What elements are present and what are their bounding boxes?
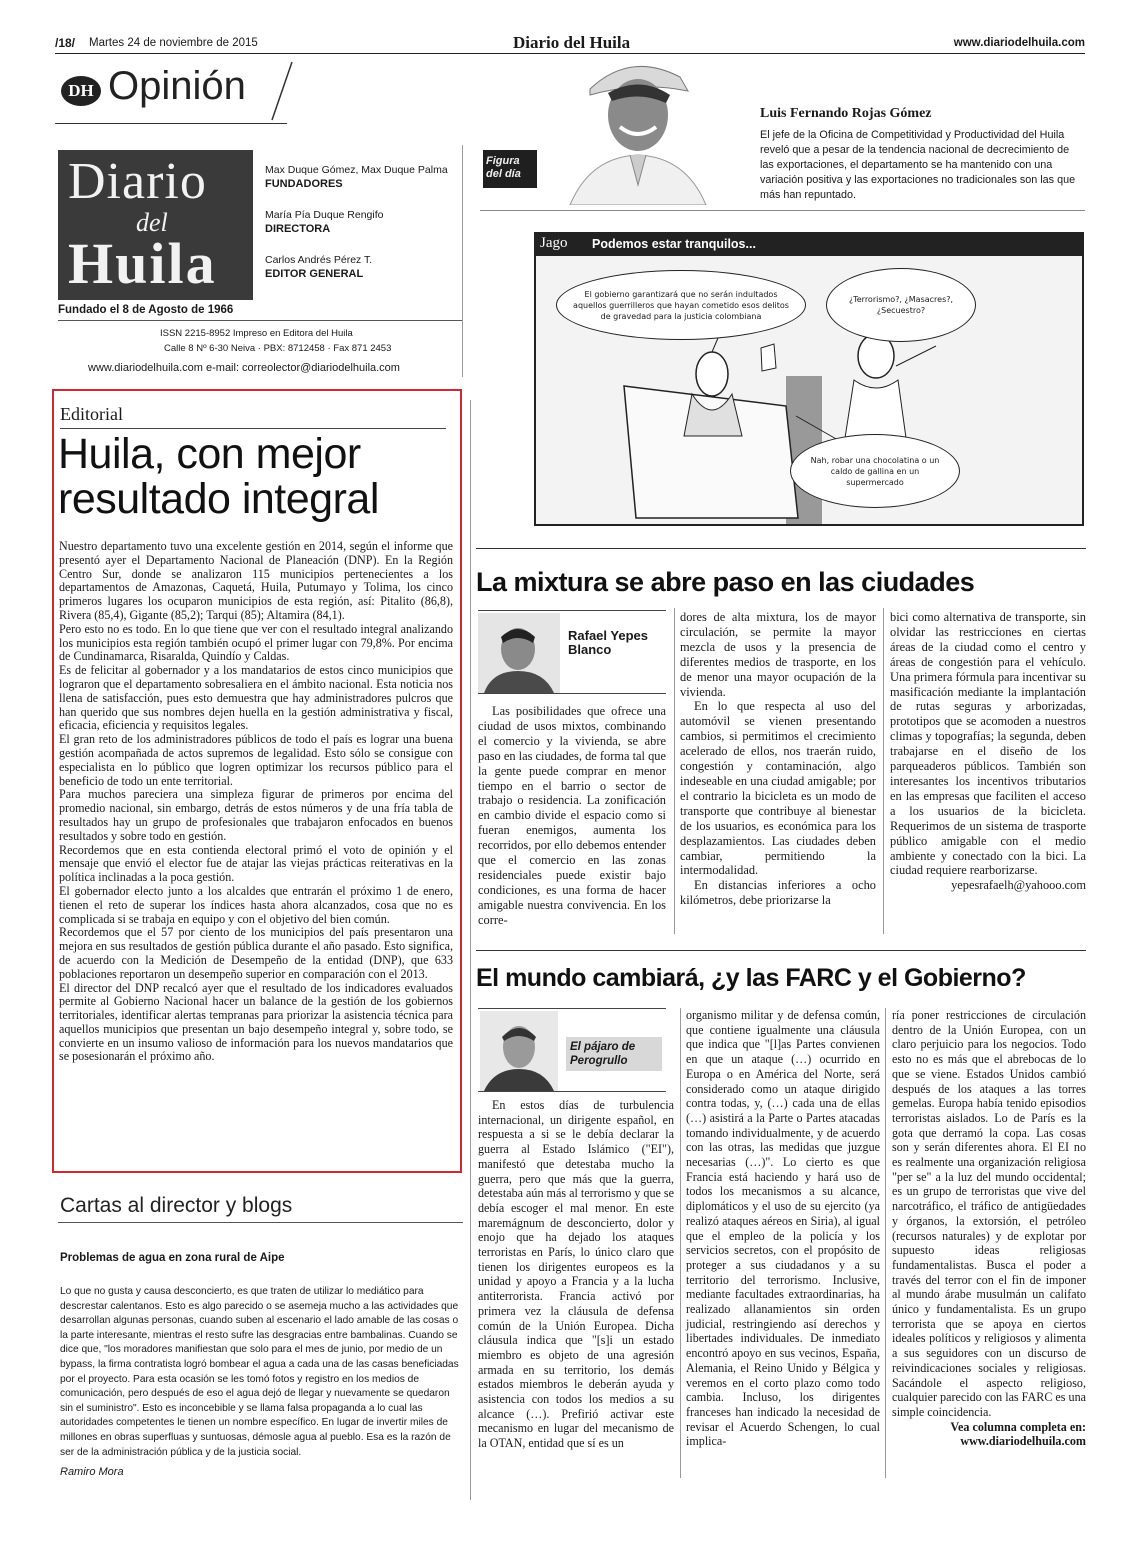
column2-paragraph: organismo militar y de defensa común, que contiene igualmente una cláusula que indica que "[l]as Partes convienen en que un ataque (…) ocurrido en Europa o en América del Norte, será considerado como un ataque dirigido contra todas, y, (…) cada una de ellas (…) asistirá a la Parte o Partes atacadas tomando individualmente, y de acuerdo con las otras, las medidas que juzgue necesarias (…)". Lo cierto es que Francia está haciendo y hará uso de todos los mecanismos a su alcance, diplomáticos y el uso de su ejercito (ya realizó ataques aéreos en Siria), al igual que el empleo de la policía y los servicios secretos, con el propósito de proteger a sus ciudadanos y a su territorio del terrorismo. Inclusive, mediante facultades extraordinarias, ha realizado allanamientos sin orden judicial, restringiendo así derechos y libertades individuales. De inmediato encontró apoyo en sus vecinos, España, Alemania, el Reino Unido y Bélgica y veremos en el corto plazo como todo cambia. Incluso, los dirigentes franceses han indicado la necesidad de revisar el Acuerdo Schengen, lo cual implica- (686, 1008, 880, 1449)
column1-author: Rafael Yepes Blanco (568, 628, 648, 657)
column2-more-link[interactable]: www.diariodelhuila.com (960, 1434, 1086, 1449)
column1-text-b (680, 610, 876, 908)
staff-role: DIRECTORA (265, 223, 331, 235)
editorial-paragraph: El gran reto de los administradores públicos de todo el país es lograr una buena gestión acompañada de actos supremos de legalidad. Esto sólo se consigue con especialista en lo público que logren optimizar los recursos público para el beneficio de todo un ente territorial. (59, 732, 453, 788)
staff-role: FUNDADORES (265, 178, 343, 190)
staff-names: María Pía Duque Rengifo (265, 209, 384, 221)
masthead-line3: Huila (68, 231, 217, 296)
editorial-paragraph: Recordemos que el 57 por ciento de los municipios del país presentaron una mejora en sus resultados de gestión pública durante el año pasado. Esto significa, de acuerdo con la Medición de Desempeño de la entidad (DNP), que 633 poblaciones reportaron un desempeño superior en comparación con el 2013. (59, 925, 453, 981)
staff-role: EDITOR GENERAL (265, 268, 364, 280)
website-link[interactable]: www.diariodelhuila.com (953, 37, 1085, 49)
cartas-divider (58, 1222, 463, 1223)
slash-decoration-icon (270, 60, 294, 122)
page-number: /18/ (55, 36, 76, 50)
masthead-logo (58, 150, 253, 300)
figura-divider (480, 210, 1085, 211)
page-column-divider (470, 400, 471, 1500)
carta-headline: Problemas de agua en zona rural de Aipe (60, 1252, 285, 1264)
column2-more-label: Vea columna completa en: (950, 1419, 1086, 1434)
column2-text-b (686, 1008, 880, 1449)
editorial-paragraph: Nuestro departamento tuvo una excelente gestión en 2014, según el informe que presentó ayer el Departamento Nacional de Planeación (DNP). En la Región Centro Sur, donde se analizaron 115 municipios pertenecientes a los departamentos de Amazonas, Caquetá, Huila, Putumayo y Tolima, los cinco primeros lugares los ocuparon municipios de esta región, así: Pitalito (86,8), Rivera (85,4), Gigante (85,2); Tarqui (85); Altamira (84,1). (59, 539, 453, 622)
founded-date: Fundado el 8 de Agosto de 1966 (58, 304, 234, 316)
editorial-paragraph: Es de felicitar al gobernador y a los mandatarios de estos cinco municipios que lograron que el departamento sobresaliera en el ámbito nacional. Esta noticia nos llena de satisfacción, pues esto demuestra que hay administradores pulcros que han querido que sus nombres dejen huella en la gestión administrativa y fiscal, eficacia, eficiencia y requisitos legales. (59, 663, 453, 733)
column2-text-c (892, 1008, 1086, 1449)
address-line: Calle 8 Nº 6-30 Neiva · PBX: 8712458 · Fax 871 2453 (164, 343, 392, 354)
editorial-paragraph: Pero esto no es todo. En lo que tiene que ver con el resultado integral analizando los municipios esta región también ocupó el primer lugar con 79,8%. Por encima de Cundinamarca, Risaralda, Quindío y Caldas. (59, 621, 453, 664)
section-title: Opinión (108, 64, 246, 108)
paper-name: Diario del Huila (513, 33, 631, 52)
figura-text: El jefe de la Oficina de Competitividad y Productividad del Huila reveló que a pesar de la tendencia nacional de decrecimiento de las exportaciones, el departamento se ha mantenido con una variación positiva y las exportaciones no tradicionales son las que más han repuntado. (760, 129, 1076, 201)
staff-names: Carlos Andrés Pérez T. (265, 254, 373, 266)
column1-author-box (478, 610, 666, 694)
column1-paragraph: Las posibilidades que ofrece una ciudad de usos mixtos, combinando el comercio y la vivienda, se abre paso en las ciudades, de forma tal que la gente puede comprar en menor tiempo en el barrio o sector de trabajo o residencia. La zonificación en cambio divide el espacio como si fueran enemigos, aumenta los recorridos, por ello debemos entender que el comercio en las zonas residenciales puede existir bajo condiciones, es una forma de hacer amigable nuestra convivencia. En los corre- (478, 704, 666, 927)
section-divider (55, 123, 287, 124)
column1-paragraph: En lo que respecta al uso del automóvil se vienen presentando cambios, si permitimos el crecimiento acelerado de ellos, nos traerán ruido, congestión y contaminación, algo indeseable en una ciudad amigable; por el contrario la bicicleta es un modo de transporte que contribuye al bienestar de los usuarios, es económica para los desplazamientos. Las ciudades deben cambiar, permitiendo la intermodalidad. (680, 699, 876, 878)
column1-text-c (890, 610, 1086, 893)
column2-text-a (478, 1098, 674, 1451)
column2-top-divider (476, 950, 1086, 951)
cartoon-author: Jago (540, 235, 568, 251)
column-divider (462, 145, 463, 377)
column-divider (883, 608, 884, 934)
column2-title: El mundo cambiará, ¿y las FARC y el Gobierno? (476, 964, 1026, 992)
cartoon-header (536, 234, 1082, 256)
staff-editor (265, 253, 372, 281)
editorial-paragraph: El gobernador electo junto a los alcaldes que entrarán el próximo 1 de enero, tienen el reto de superar los índices hasta ahora alcanzados, cosa que no es complicada si se trabaja en equipo y con el objetivo del bien común. (59, 883, 453, 926)
author-portrait-icon (478, 613, 560, 693)
issn-line: ISSN 2215-8952 Impreso en Editora del Huila (160, 328, 353, 339)
column1-title: La mixtura se abre paso en las ciudades (476, 567, 975, 597)
dh-logo-icon: DH (61, 76, 101, 106)
column2-paragraph: En estos días de turbulencia internacional, un dirigente español, en respuesta a si se le debía declarar la guerra al Estado Islámico ("EI"), manifestó que detestaba mucho la guerra, pero que más que la guerra, detestaba aún más al terrorismo y que se debía escoger el mal menor. En este maremágnum de desconcierto, dolor y enojo que ha dejado los ataques terroristas en París, lo único claro que tienen los dirigentes europeos es la unidad y apoyo a Francia y a la lucha antiterrorista. Francia activó por primera vez la cláusula de defensa común de la Unión Europea. Dicha cláusula indica que "[s]i un estado miembro es objeto de una agresión armada en su territorio, los demás estados miembros le deberán ayuda y asistencia con todos los medios a su alcance (…). Prefirió activar este mecanismo en lugar del mecanismo de la OTAN, entidad que sí es un (478, 1098, 674, 1451)
staff-founders (265, 163, 448, 191)
column-divider (680, 1008, 681, 1478)
column1-paragraph: dores de alta mixtura, los de mayor circulación, se permite la mayor mezcla de usos y la presencia de diferentes medios de trasporte, en los de menor una mayor ocupación de la vivienda. (680, 610, 876, 699)
speech-bubble: Nah, robar una chocolatina o un caldo de gallina en un supermercado (790, 434, 960, 508)
staff-director (265, 208, 383, 236)
column1-paragraph: En distancias inferiores a ocho kilómetros, debe priorizarse la (680, 878, 876, 908)
author-photo (480, 1011, 558, 1091)
column-divider (885, 1008, 886, 1478)
column2-author: El pájaro de Perogrullo (566, 1037, 662, 1071)
column2-paragraph: ría poner restricciones de circulación dentro de la Unión Europea, con un claro perjuicio para los negocios. Todo esto no es más que el abrebocas de lo que se viene. Estados Unidos cambió después de los ataques a las torres gemelas. Europa había tenido episodios terroristas aislados. Lo de París es la gota que derramó la copa. Las cosas son y serán diferentes ahora. El EI no es realmente una organización religiosa "per se" a la luz del mundo occidental; es un grupo de terroristas que vive del narcotráfico, el tráfico de antigüedades y órganos, la extorsión, el petróleo (recursos naturales) y de explotar por supuesto ideas religiosas fundamentalistas. Busca el poder a través del terror con el fin de imponer al mundo árabe musulmán un califato único y fundamentalista. Es un grupo terrorista que se apoya en ciertos ideales políticos y religiosos y alimenta a sus seguidores con un discurso de reivindicaciones sociales y religiosas. Sacándole el aspecto religioso, cualquier parecido con las FARC es una simple coincidencia. (892, 1008, 1086, 1419)
editorial-divider (60, 428, 446, 429)
editorial-paragraph: Recordemos que en esta contienda electoral primó el voto de opinión y el mensaje que envió el elector fue de atajar las viejas prácticas reiterativas en la política inclinadas a la poca gestión. (59, 842, 453, 885)
column2-author-box (478, 1008, 666, 1092)
staff-names: Max Duque Gómez, Max Duque Palma (265, 164, 448, 176)
contact-line[interactable]: www.diariodelhuila.com e-mail: correolector@diariodelhuila.com (88, 362, 400, 374)
header-divider (55, 53, 1085, 54)
editorial-title: Huila, con mejor resultado integral (58, 430, 379, 523)
author-portrait-icon (480, 1011, 558, 1091)
figura-name: Luis Fernando Rojas Gómez (760, 106, 932, 121)
column1-top-divider (476, 548, 1086, 549)
masthead-line1: Diario (68, 153, 207, 210)
cartoon (534, 232, 1084, 526)
author-photo (478, 613, 560, 693)
column-divider (674, 608, 675, 934)
speech-bubble: El gobierno garantizará que no serán indultados aquellos guerrilleros que hayan cometido esos delitos de gravedad para la justicia colombiana (556, 270, 806, 340)
figura-label: Figura del día (483, 150, 537, 188)
cartas-title: Cartas al director y blogs (60, 1194, 293, 1217)
speech-bubble: ¿Terrorismo?, ¿Masacres?, ¿Secuestro? (826, 268, 976, 342)
masthead-line2: del (136, 208, 168, 237)
editorial-body (59, 540, 453, 1064)
editorial-paragraph: El director del DNP recalcó ayer que el resultado de los indicadores evaluados permite al Gobierno Nacional hacer un balance de la gestión de los gobiernos territoriales, identificar alertas tempranas para priorizar la asistencia técnica para aquellos municipios que presentan un bajo desempeño integral y, sobre todo, se convierte en un insumo valioso de información para los nuevos mandatarios que se posesionarán el próximo año. (59, 980, 453, 1064)
carta-body: Lo que no gusta y causa desconcierto, es que traten de utilizar lo mediático para descrestar calentanos. Esto es algo parecido o se asemeja mucho a las actividades que desarrollan algunas personas, cuando suben al escenario el lado amable de las cosas o la parte interesante, mientras el resto sufre las desgracias entre bambalinas. Cuando se dice que, "los moradores manifiestan que solo para el mes de junio, por medio de un bypass, la firma contratista logró bombear el agua a cada una de las casas beneficiadas por el proyecto. Para esta ocasión se les tomó fotos y registro en los medios de comunicación, pero después de eso el agua dejó de llegar y nuevamente se quedaron sin el suministro". Esto es inconcebible y se llama falsa propaganda a lo cual las autoridades competentes le tienen un nombre específico. En lugar de invertir miles de millones en obras superfluas y suntuosas, démosle agua al pueblo. Esa es la razón de ser de la administración pública y de la justicia social. (60, 1286, 459, 1458)
editorial-kicker: Editorial (60, 404, 123, 424)
column1-email[interactable]: yepesrafaelh@yahooo.com (951, 878, 1086, 893)
masthead-divider (58, 320, 462, 321)
editorial-paragraph: Para muchos pareciera una simpleza figurar de primeros por encima del promedio nacional, sin embargo, detrás de estos números y de una fría tabla de resultados hay un grupo de profesionales que trabajaron enfocados en buenos resultados y sobre todo en gestión. (59, 787, 453, 843)
cartoon-title: Podemos estar tranquilos... (592, 237, 756, 251)
column1-paragraph: bici como alternativa de transporte, sin olvidar las restricciones en ciertas áreas de la ciudad como el centro y áreas de congestión para el vehículo. Una primera fórmula para incentivar su masificación mediante la implantación de rutas seguras y arborizadas, prototipos que se acomoden a nuestros climas y topografías; la segunda, deben trabajarse en el diseño de los parqueaderos públicos. También son interesantes los incentivos tributarios en las empresas que faciliten el acceso a los usuarios de la bicicleta. Requerimos de un sistema de trasporte público amigable con el medio ambiente y conectado con la bici. La ciudad requiere rearborizarse. (890, 610, 1086, 878)
publication-date: Martes 24 de noviembre de 2015 (89, 37, 258, 49)
column1-text-a (478, 704, 666, 928)
carta-signature: Ramiro Mora (60, 1466, 124, 1478)
